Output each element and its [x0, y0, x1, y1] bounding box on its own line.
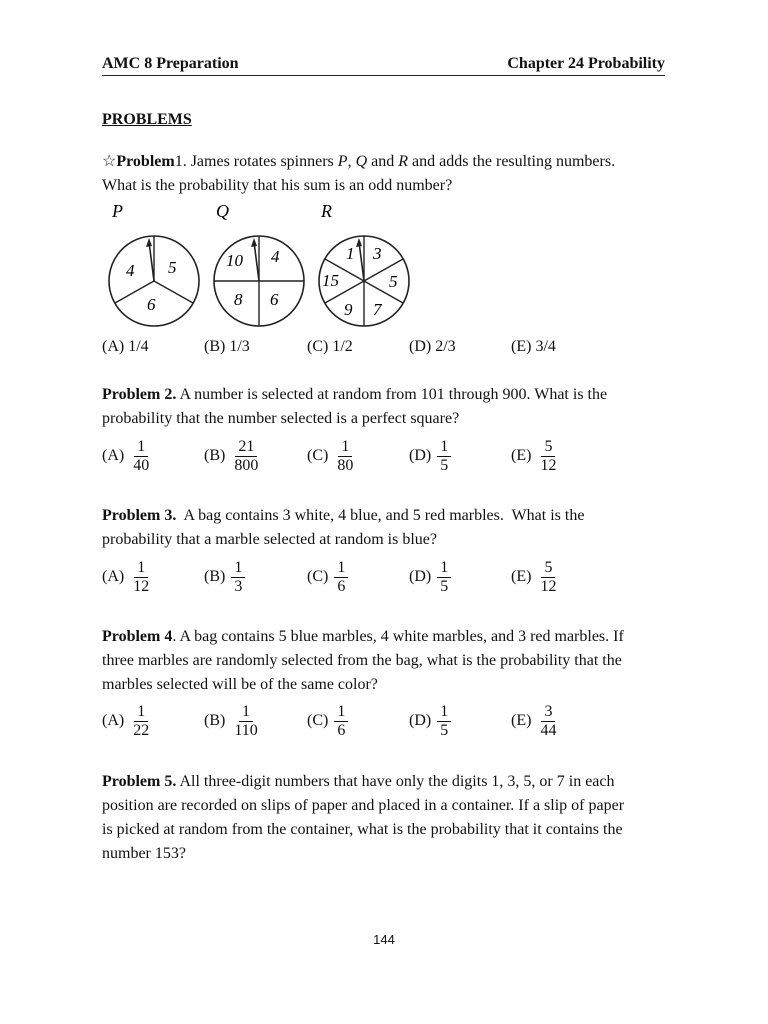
spinner-p-number: 6 — [147, 295, 156, 314]
problem-4-choices — [102, 699, 672, 743]
choice-b: (B) $\frac{1}{110}$ — [204, 702, 258, 739]
problem-2-label: Problem 2. — [102, 386, 177, 403]
spinner-q-arrow — [254, 242, 259, 281]
choice-a: (A) $\frac{1}{12}$ — [102, 558, 150, 595]
page-number: 144 — [373, 932, 395, 947]
problem-4-label: Problem 4 — [102, 628, 173, 645]
problem-2-choices — [102, 434, 672, 478]
choice-a: (A) $\frac{1}{22}$ — [102, 702, 150, 739]
choice-e: (E) $\frac{5}{12}$ — [511, 437, 557, 474]
choice-b: (B) $\frac{21}{800}$ — [204, 437, 259, 474]
problem-1-choices — [102, 338, 672, 382]
choice-e: (E) $\frac{3}{44}$ — [511, 702, 557, 739]
choice-b: (B) $\frac{1}{3}$ — [204, 555, 245, 599]
problem-4-text: Problem 4. A bag contains 5 blue marbles, 4 white marbles, and 3 red marbles. If three marbles are randomly selected from the bag, what is the probability that the marbles selected will be of the same color? — [102, 628, 624, 693]
problem-3-text: Problem 3. A bag contains 3 white, 4 blue, and 5 red marbles. What is the probability that a marble selected at random is blue? — [102, 507, 585, 548]
problem-2-text: Problem 2. A number is selected at random from 101 through 900. What is the probability that the number selected is a perfect square? — [102, 386, 608, 427]
problem-1-text: ☆Problem1. James rotates spinners P, Q and R and adds the resulting numbers. What is the probability that his sum is an odd number? — [102, 153, 616, 194]
spinner-r-label: R — [321, 201, 332, 221]
problem-5-label: Problem 5. — [102, 773, 177, 790]
spinner-r — [319, 236, 409, 326]
choice-b: (B) 1/3 — [204, 338, 250, 355]
choice-d: (D) $\frac{1}{5}$ — [409, 434, 451, 478]
spinner-q-label: Q — [216, 201, 229, 221]
header-right: Chapter 24 Probability — [507, 55, 665, 72]
spinner-r-number: 15 — [322, 271, 339, 290]
spinner-r-number: 3 — [373, 244, 382, 263]
spinner-r-arrow — [359, 242, 364, 281]
choice-d: (D) 2/3 — [409, 338, 456, 355]
choice-c: (C) 1/2 — [307, 338, 353, 355]
spinner-q-number: 4 — [271, 247, 280, 266]
spinner-q-number: 10 — [226, 251, 243, 270]
spinner-p-number: 5 — [168, 258, 177, 277]
choice-a: (A) 1/4 — [102, 338, 149, 355]
spinner-q-number: 6 — [270, 290, 279, 309]
spinner-p-arrow — [149, 242, 154, 281]
spinner-p-label: P — [112, 201, 123, 221]
choice-a: (A) $\frac{1}{40}$ — [102, 437, 150, 474]
spinner-q-number: 8 — [234, 290, 243, 309]
problem-5-text: Problem 5. All three-digit numbers that have only the digits 1, 3, 5, or 7 in each position are recorded on slips of paper and placed in a container. If a slip of paper is picked at random from the container, what is the probability that it contains the number 153? — [102, 773, 625, 862]
header-left: AMC 8 Preparation — [102, 55, 239, 72]
choice-e: (E) 3/4 — [511, 338, 556, 355]
choice-d: (D) $\frac{1}{5}$ — [409, 699, 451, 743]
spinner-r-number: 5 — [389, 272, 398, 291]
spinner-r-number: 9 — [344, 300, 353, 319]
choice-d: (D) $\frac{1}{5}$ — [409, 555, 451, 599]
problem-3-choices — [102, 555, 672, 599]
spinners-figure — [102, 200, 422, 335]
spinner-r-number: 7 — [373, 300, 382, 319]
choice-c: (C) $\frac{1}{6}$ — [307, 555, 348, 599]
section-title: PROBLEMS — [102, 111, 192, 128]
spinner-q — [214, 236, 304, 326]
choice-c: (C) $\frac{1}{6}$ — [307, 699, 348, 743]
choice-c: (C) $\frac{1}{80}$ — [307, 437, 354, 474]
problem-1-label: Problem — [116, 153, 175, 170]
spinner-r-number: 1 — [346, 244, 355, 263]
star-icon: ☆ — [102, 153, 117, 170]
choice-e: (E) $\frac{5}{12}$ — [511, 558, 557, 595]
problem-3-label: Problem 3. — [102, 507, 177, 524]
spinner-p-number: 4 — [126, 261, 135, 280]
spinner-p — [109, 236, 199, 326]
page-header — [102, 55, 665, 76]
